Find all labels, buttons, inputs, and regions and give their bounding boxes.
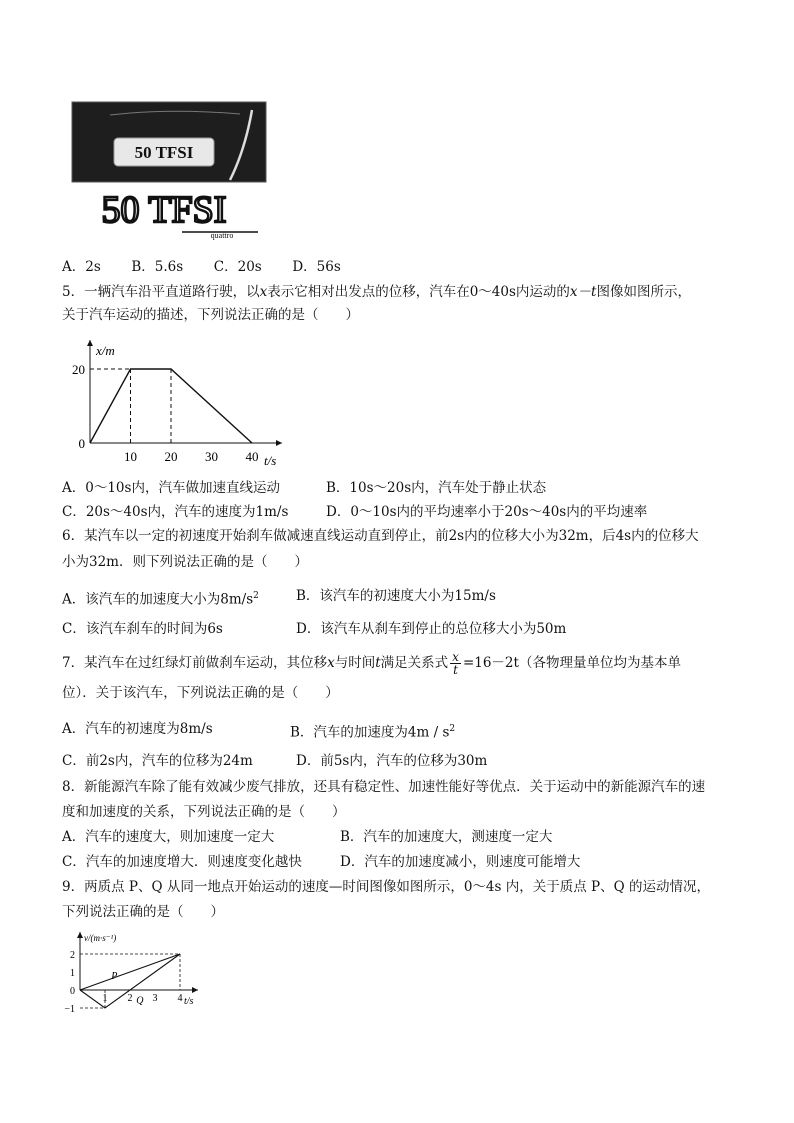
q7-fraction: $\frac{x}{t}$ (452, 650, 459, 677)
y-tick-label: 20 (72, 362, 85, 377)
q5-stem-line2: 关于汽车运动的描述，下列说法正确的是（ ） (62, 307, 359, 323)
x-tick-label: 20 (164, 449, 178, 464)
x-tick-label: 2 (127, 993, 133, 1004)
q5-option-d[interactable]: D．0～10s内的平均速率小于20s～40s内的平均速率 (326, 504, 648, 520)
q6-option-b[interactable]: B．该汽车的初速度大小为15m/s (296, 588, 496, 604)
q4-option-b[interactable]: B．5.6s (131, 259, 184, 275)
q7-option-a[interactable]: A．汽车的初速度为8m/s (62, 721, 213, 737)
q7-stem-line2: 位）．关于该汽车，下列说法正确的是（ ） (62, 685, 339, 701)
q5-stem-line1: 5．一辆汽车沿平直道路行驶，以x表示它相对出发点的位移，汽车在0～40s内运动的x－t图像如图所示， (62, 284, 691, 300)
q8-option-d[interactable]: D．汽车的加速度减小，则速度可能增大 (340, 854, 581, 870)
q8-stem-line2: 度和加速度的关系，下列说法正确的是（ ） (62, 804, 346, 820)
q7-option-b[interactable]: B．汽车的加速度为$4m / s^2$ (290, 724, 456, 741)
y-tick-label: 1 (70, 968, 75, 979)
large-badge-text: 50 TFSI (101, 189, 227, 231)
y-tick-label: 0 (78, 436, 85, 451)
q6-option-d[interactable]: D．该汽车从刹车到停止的总位移大小为50m (296, 621, 567, 637)
series-line-p (80, 954, 180, 990)
x-axis-label: t/s (264, 453, 277, 468)
q6-option-c[interactable]: C．该汽车刹车的时间为6s (62, 621, 223, 637)
q5-option-b[interactable]: B．10s～20s内，汽车处于静止状态 (326, 480, 547, 496)
q8-option-a[interactable]: A．汽车的速度大，则加速度一定大 (62, 829, 275, 845)
q4-option-c[interactable]: C．20s (213, 259, 262, 275)
q7-option-d[interactable]: D．前5s内，汽车的位移为30m (296, 753, 488, 769)
x-tick-label: 40 (245, 449, 259, 464)
x-tick-label: 30 (205, 449, 218, 464)
x-tick-label: 10 (124, 449, 137, 464)
q7-stem-line1: 7．某汽车在过红绿灯前做刹车运动，其位移x与时间t满足关系式 $\frac{x}{t}$ =16－2t（各物理量单位均为基本单 (62, 650, 681, 677)
x-tick-label: 4 (177, 993, 183, 1004)
q4-option-d[interactable]: D．56s (292, 259, 341, 275)
y-axis-label: v/(m·s⁻¹) (84, 933, 117, 943)
small-badge-text: 50 TFSI (134, 143, 194, 162)
q9-stem-line1: 9．两质点 P、Q 从同一地点开始运动的速度—时间图像如图所示，0～4s 内，关于质点 P、Q 的运动情况， (62, 879, 710, 895)
x-axis-arrow (276, 440, 282, 446)
q8-option-c[interactable]: C．汽车的加速度增大．则速度变化越快 (62, 854, 302, 870)
q9-stem-line2: 下列说法正确的是（ ） (62, 904, 224, 920)
x-tick-label: 1 (102, 993, 108, 1004)
x-tick-label: 3 (152, 993, 158, 1004)
y-tick-label: 2 (70, 950, 75, 961)
x-axis-arrow (192, 987, 198, 993)
x-axis-label: t/s (184, 996, 194, 1007)
series-label-q: Q (136, 995, 144, 1007)
q9-vt-chart (58, 928, 218, 1014)
q6-option-a[interactable]: A．该汽车的加速度大小为$8m/s^2$ (62, 591, 259, 608)
q5-xt-chart (70, 336, 290, 468)
y-tick-label: −1 (64, 1004, 75, 1014)
series-label-p: P (111, 970, 118, 982)
car-badge-photo (70, 100, 268, 240)
q6-stem-line1: 6．某汽车以一定的初速度开始刹车做减速直线运动直到停止，前2s内的位移大小为32m，后4s内的位移大 (62, 528, 699, 544)
q8-stem-line1: 8．新能源汽车除了能有效减少废气排放，还具有稳定性、加速性能好等优点．关于运动中的新能源汽车的速 (62, 779, 706, 795)
y-axis-arrow (87, 340, 93, 346)
y-tick-label: 0 (70, 986, 75, 997)
quattro-text: quattro (210, 231, 234, 240)
q6-stem-line2: 小为32m．则下列说法正确的是（ ） (62, 554, 308, 570)
q7-option-c[interactable]: C．前2s内，汽车的位移为24m (62, 753, 253, 769)
q4-options (62, 258, 341, 276)
q8-option-b[interactable]: B．汽车的加速度大，测速度一定大 (340, 829, 553, 845)
y-axis-label: x/m (96, 343, 115, 358)
q5-option-a[interactable]: A．0～10s内，汽车做加速直线运动 (62, 480, 280, 496)
q4-option-a[interactable]: A．2s (62, 259, 101, 275)
y-axis-arrow (77, 932, 83, 938)
q5-option-c[interactable]: C．20s～40s内，汽车的速度为1m/s (62, 504, 289, 520)
